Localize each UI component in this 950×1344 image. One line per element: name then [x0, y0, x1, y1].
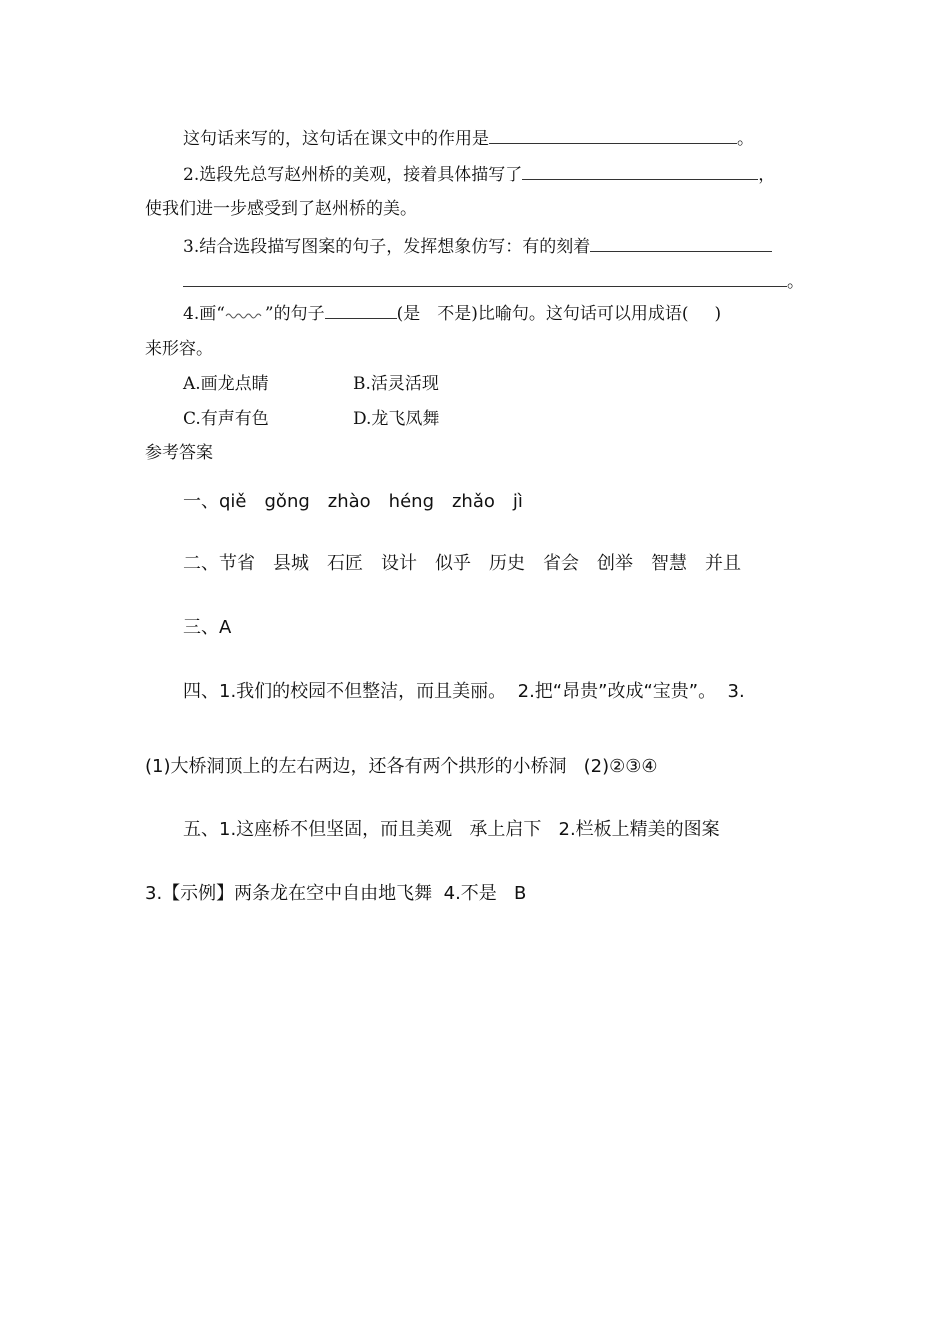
q1-text: 这句话来写的，这句话在课文中的作用是 。 [183, 125, 754, 151]
answer-section-3: 三、A [183, 617, 232, 638]
q4-option-c: C.有声有色 [183, 409, 269, 429]
answer-section-1: 一、qiě gǒng zhào héng zhǎo jì [183, 491, 523, 512]
q3-answer-blank-1[interactable] [590, 233, 772, 252]
q3-text-line2: 。 [183, 268, 804, 294]
q3-answer-blank-2[interactable] [183, 268, 787, 287]
q4-option-a: A.画龙点睛 [183, 374, 269, 394]
q3-text: 3.结合选段描写图案的句子，发挥想象仿写：有的刻着 [183, 233, 772, 259]
answer-section-4-line2: (1)大桥洞顶上的左右两边，还各有两个拱形的小桥洞 (2)②③④ [145, 756, 658, 777]
q2-text: 2.选段先总写赵州桥的美观，接着具体描写了 ， [183, 161, 775, 187]
q4-text-line2: 来形容。 [145, 339, 213, 359]
q2-answer-blank[interactable] [522, 161, 758, 180]
q4-answer-blank[interactable] [325, 300, 397, 319]
answer-section-2: 二、节省 县城 石匠 设计 似乎 历史 省会 创举 智慧 并且 [183, 553, 741, 574]
answer-section-5-line2: 3.【示例】两条龙在空中自由地飞舞 4.不是 B [145, 883, 527, 904]
wavy-underline-icon [225, 310, 265, 320]
q4-option-d: D.龙飞凤舞 [353, 409, 440, 429]
q2-text-line2: 使我们进一步感受到了赵州桥的美。 [145, 199, 417, 219]
q4-text: 4.画“ ”的句子 (是 不是)比喻句。这句话可以用成语( ) [183, 300, 721, 326]
answer-section-5-line1: 五、1.这座桥不但坚固，而且美观 承上启下 2.栏板上精美的图案 [183, 819, 720, 840]
q4-option-b: B.活灵活现 [353, 374, 439, 394]
answer-section-4-line1: 四、1.我们的校园不但整洁，而且美丽。 2.把“昂贵”改成“宝贵”。 3. [183, 681, 745, 702]
answer-key-heading: 参考答案 [145, 443, 213, 463]
q1-answer-blank[interactable] [489, 125, 737, 144]
